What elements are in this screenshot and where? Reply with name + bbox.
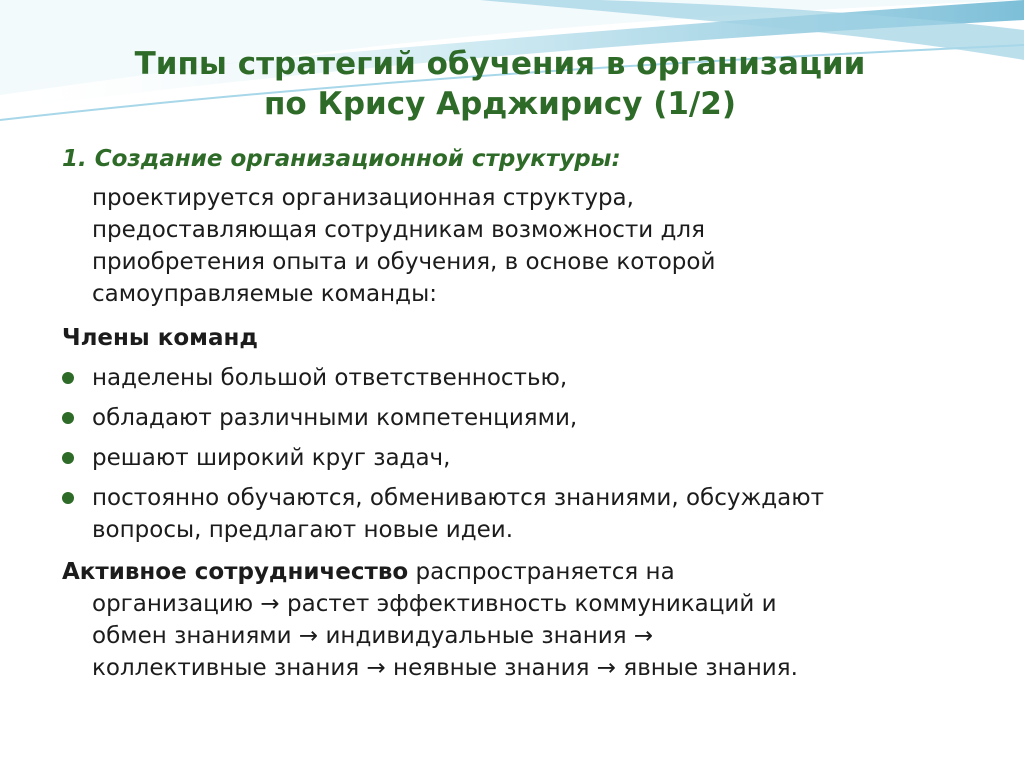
bullet-text: решают широкий круг задач, <box>92 445 451 471</box>
bullet-dot-icon <box>62 412 74 424</box>
bullet-text: вопросы, предлагают новые идеи. <box>92 517 514 543</box>
slide-title <box>0 44 1000 124</box>
structure-description <box>92 182 715 310</box>
bullet-dot-icon <box>62 372 74 384</box>
bullet-text: постоянно обучаются, обмениваются знаниями, обсуждают <box>92 485 824 511</box>
active-line-2: организацию → растет эффективность коммуникаций и <box>92 591 777 617</box>
bullet-text: наделены большой ответственностью, <box>92 365 568 391</box>
description-line: проектируется организационная структура, <box>92 185 634 211</box>
active-line-3: обмен знаниями → индивидуальные знания → <box>92 623 654 649</box>
section-heading: 1. Создание организационной структуры: <box>62 146 621 172</box>
team-members-heading: Члены команд <box>62 325 258 351</box>
active-cooperation-bold: Активное сотрудничество <box>62 559 409 585</box>
title-line-2: по Крису Арджирису (1/2) <box>263 86 736 122</box>
description-line: предоставляющая сотрудникам возможности для <box>92 217 705 243</box>
bullet-text: обладают различными компетенциями, <box>92 405 578 431</box>
active-line-4: коллективные знания → неявные знания → явные знания. <box>92 655 798 681</box>
bullet-dot-icon <box>62 492 74 504</box>
active-cooperation-paragraph <box>62 556 798 684</box>
bullet-dot-icon <box>62 452 74 464</box>
active-line-1-rest: распространяется на <box>408 559 675 585</box>
title-line-1: Типы стратегий обучения в организации <box>134 46 866 82</box>
description-line: приобретения опыта и обучения, в основе которой <box>92 249 716 275</box>
description-line: самоуправляемые команды: <box>92 281 437 307</box>
